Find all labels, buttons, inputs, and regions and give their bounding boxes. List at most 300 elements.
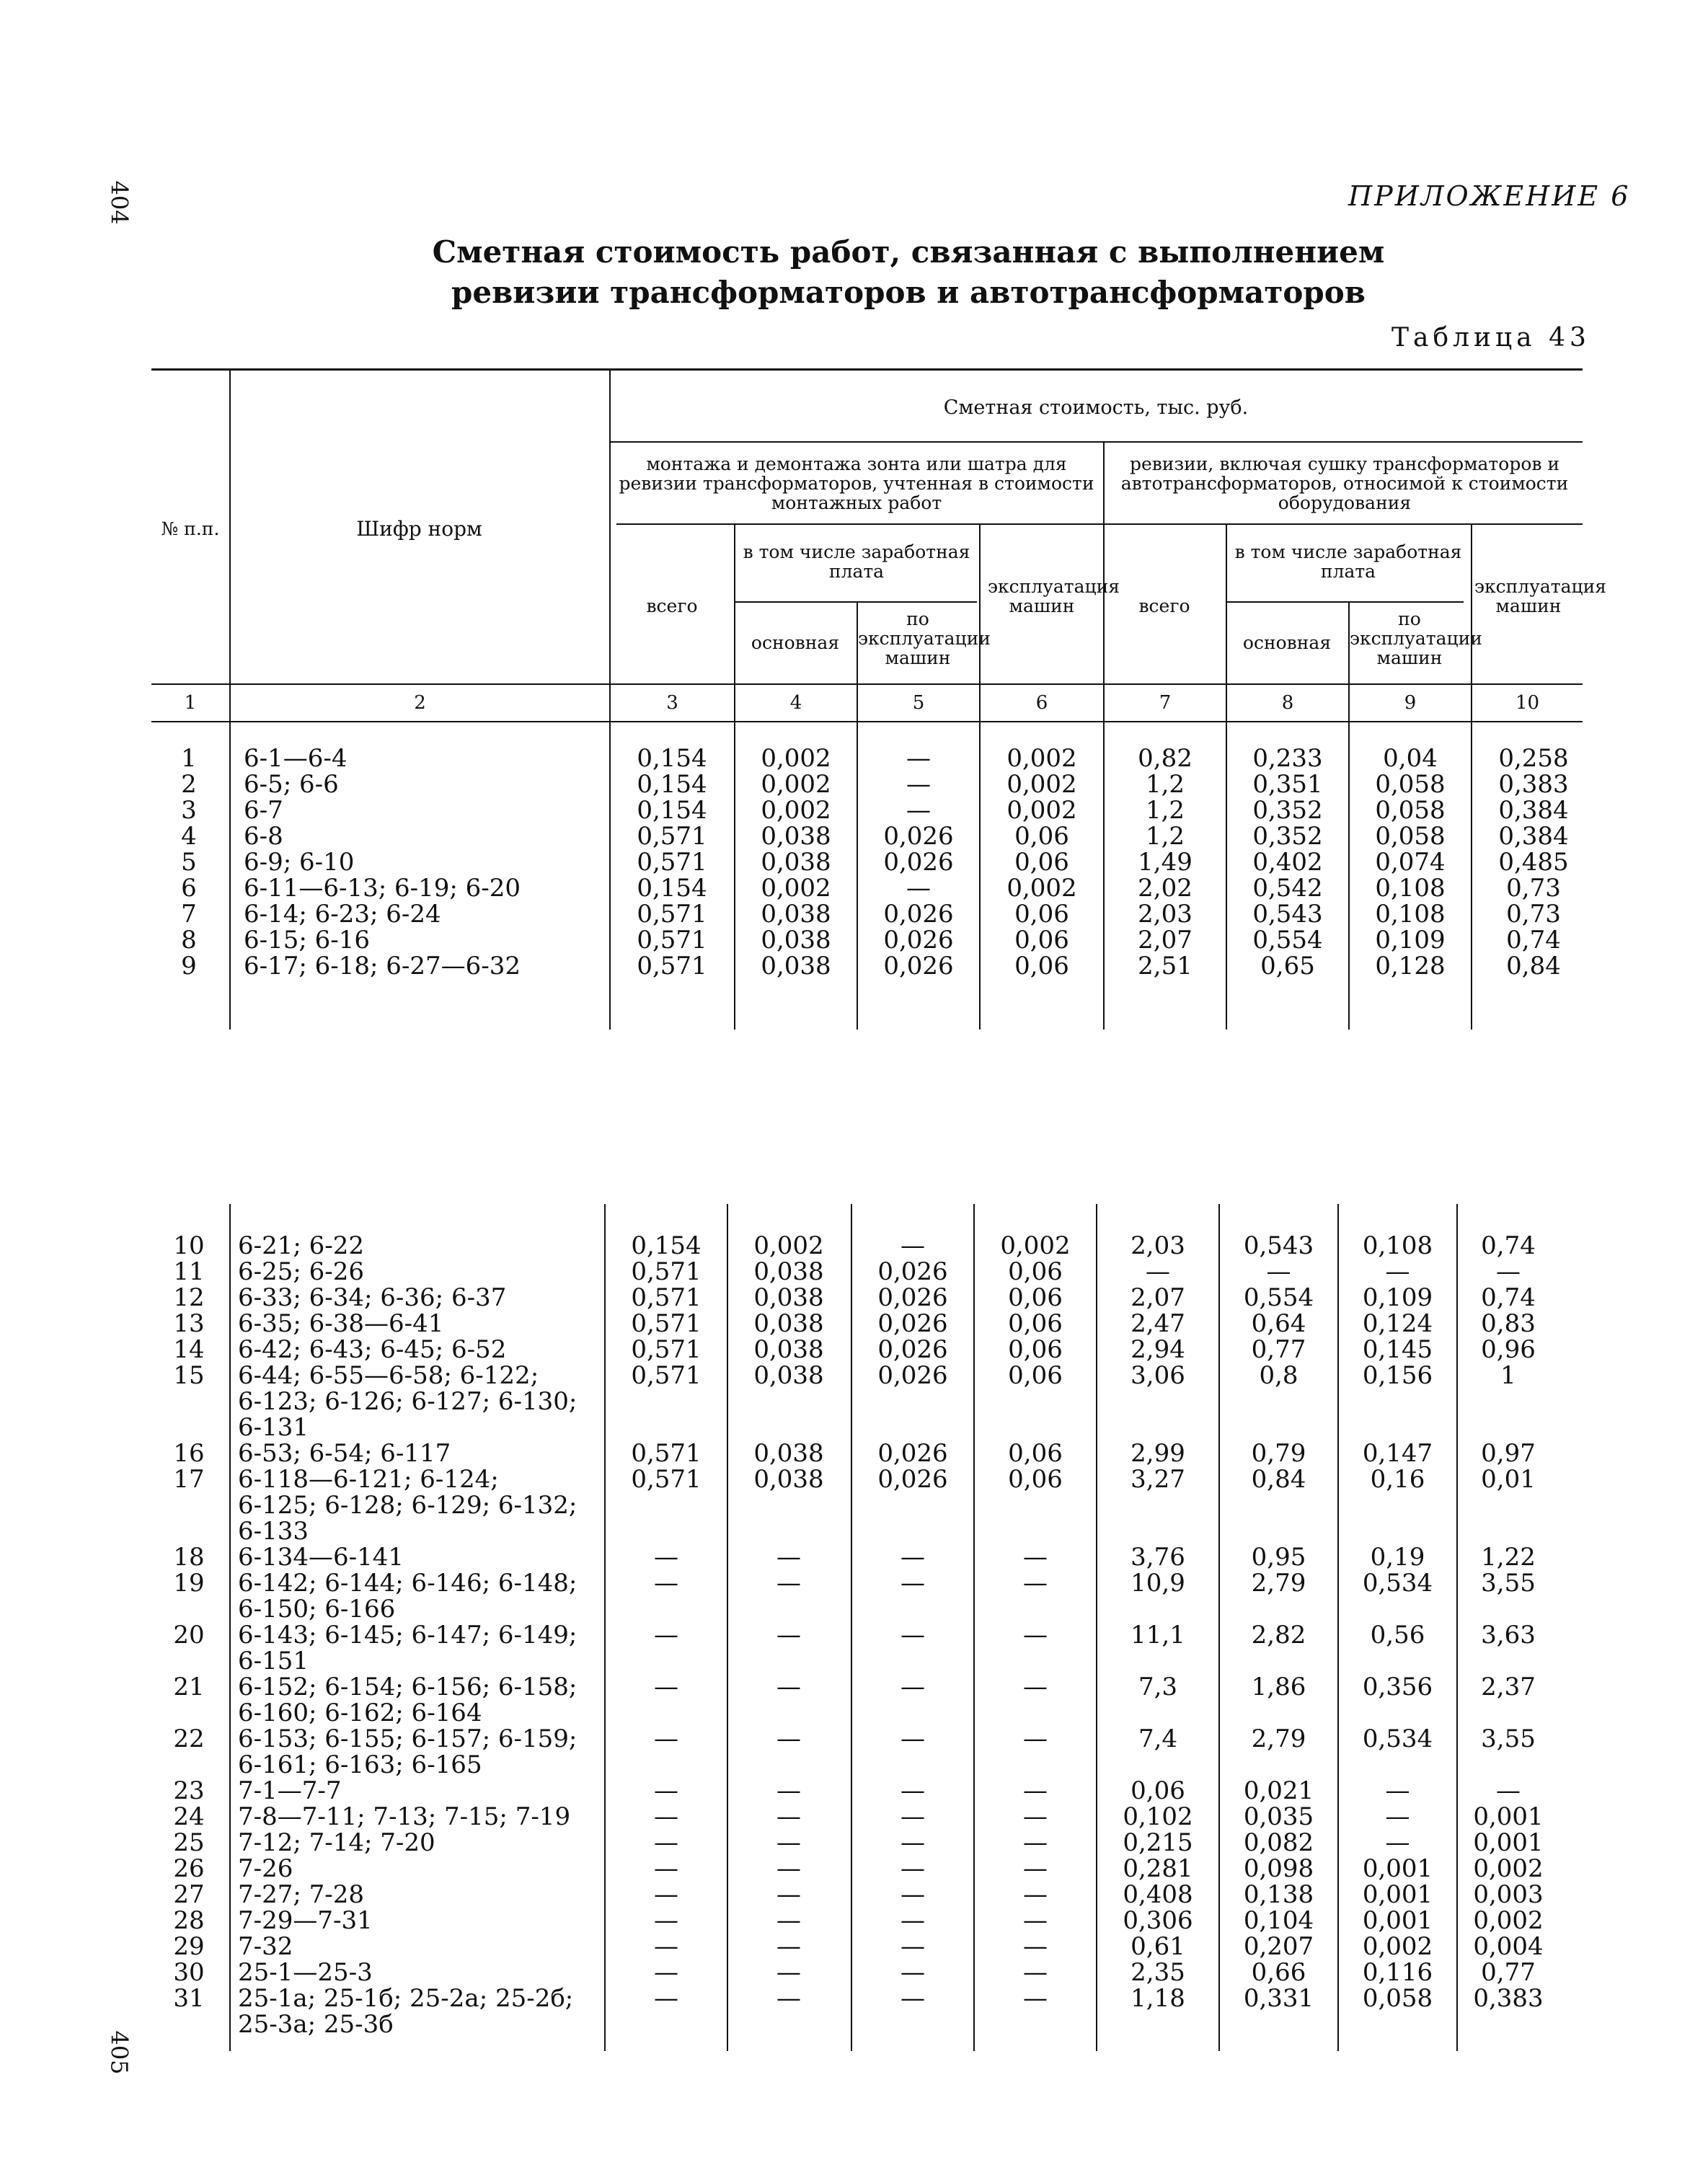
value-cell: 0,108	[1362, 1231, 1433, 1260]
value-cell: —	[776, 1543, 801, 1572]
value-cell: —	[654, 1569, 678, 1598]
header-group-mounting: монтажа и демонтажа зонта или шатра для ревизии трансформаторов, учтенная в стоимости монтажных работ	[619, 453, 1094, 513]
value-cell: —	[776, 1880, 801, 1909]
value-cell: 3,55	[1481, 1724, 1536, 1753]
value-cell: 0,128	[1375, 952, 1446, 980]
value-cell: 11,1	[1130, 1621, 1185, 1650]
value-cell: 0,002	[1006, 796, 1077, 825]
value-cell: 0,571	[631, 1309, 702, 1338]
value-cell: 3,06	[1130, 1361, 1185, 1390]
value-cell: 0,8	[1259, 1361, 1298, 1390]
header-group-revision: ревизии, включая сушку трансформаторов и автотрансформаторов, относимой к стоимости оборудования	[1120, 453, 1569, 513]
value-cell: 1	[1500, 1361, 1516, 1390]
row-number: 10	[173, 1231, 205, 1260]
value-cell: 0,038	[761, 848, 831, 877]
value-cell: 0,001	[1473, 1828, 1544, 1857]
norm-code: 7-26	[238, 1854, 293, 1883]
value-cell: —	[1146, 1257, 1170, 1286]
value-cell: 0,002	[1473, 1854, 1544, 1883]
header-machine-wage-2: по эксплуатации машин	[1350, 608, 1482, 668]
value-cell: —	[654, 1828, 678, 1857]
value-cell: 1,2	[1145, 796, 1185, 825]
value-cell: 0,026	[883, 926, 954, 955]
row-number: 22	[173, 1724, 205, 1753]
norm-code: 6-118—6-121; 6-124; 6-125; 6-128; 6-129; 6-132; 6-133	[238, 1465, 578, 1546]
value-cell: 0,542	[1252, 874, 1323, 903]
value-cell: 0,06	[1130, 1776, 1185, 1805]
norm-code: 6-152; 6-154; 6-156; 6-158; 6-160; 6-162; 6-164	[238, 1673, 578, 1727]
value-cell: 2,82	[1251, 1621, 1306, 1650]
norm-code: 7-27; 7-28	[238, 1880, 365, 1909]
value-cell: 0,154	[637, 744, 707, 773]
value-cell: —	[901, 1958, 925, 1987]
rule	[151, 721, 1583, 722]
value-cell: 0,543	[1252, 900, 1323, 929]
row-number: 2	[181, 770, 197, 799]
rule	[616, 523, 1583, 525]
value-cell: 0,154	[637, 796, 707, 825]
value-cell: —	[901, 1231, 925, 1260]
value-cell: —	[1023, 1776, 1048, 1805]
value-cell: 0,002	[1006, 770, 1077, 799]
norm-code: 6-15; 6-16	[244, 926, 371, 955]
row-number: 23	[173, 1776, 205, 1805]
row-number: 19	[173, 1569, 205, 1598]
rule	[609, 441, 1583, 443]
value-cell: —	[901, 1880, 925, 1909]
value-cell: —	[1385, 1828, 1410, 1857]
value-cell: 0,108	[1375, 900, 1446, 929]
value-cell: 0,74	[1506, 926, 1561, 955]
column-number: 6	[1035, 692, 1048, 714]
norm-code: 7-8—7-11; 7-13; 7-15; 7-19	[238, 1802, 571, 1831]
value-cell: —	[776, 1828, 801, 1857]
header-cost: Сметная стоимость, тыс. руб.	[943, 397, 1249, 419]
value-cell: 0,06	[1014, 900, 1069, 929]
value-cell: 0,384	[1498, 796, 1569, 825]
value-cell: —	[906, 796, 931, 825]
norm-code: 6-53; 6-54; 6-117	[238, 1439, 451, 1468]
rule	[229, 1204, 231, 2051]
value-cell: 0,06	[1008, 1335, 1063, 1364]
row-number: 24	[173, 1802, 205, 1831]
norm-code: 6-7	[244, 796, 283, 825]
value-cell: —	[901, 1984, 925, 2013]
value-cell: 0,154	[631, 1231, 702, 1260]
value-cell: 0,571	[631, 1335, 702, 1364]
value-cell: 0,61	[1130, 1932, 1185, 1961]
row-number: 13	[173, 1309, 205, 1338]
value-cell: 0,038	[753, 1361, 824, 1390]
value-cell: 0,002	[761, 874, 831, 903]
row-number: 18	[173, 1543, 205, 1572]
value-cell: 0,06	[1008, 1465, 1063, 1494]
value-cell: —	[776, 1724, 801, 1753]
value-cell: 0,098	[1243, 1854, 1314, 1883]
value-cell: 0,571	[631, 1257, 702, 1286]
value-cell: —	[1023, 1802, 1048, 1831]
value-cell: 7,3	[1138, 1673, 1178, 1701]
value-cell: 2,99	[1130, 1439, 1185, 1468]
value-cell: 0,108	[1375, 874, 1446, 903]
appendix-label: ПРИЛОЖЕНИЕ 6	[1348, 180, 1631, 212]
value-cell: 0,571	[631, 1465, 702, 1494]
value-cell: 0,408	[1123, 1880, 1193, 1909]
norm-code: 25-1а; 25-1б; 25-2а; 25-2б; 25-3а; 25-3б	[238, 1984, 574, 2039]
value-cell: 3,55	[1481, 1569, 1536, 1598]
column-number: 1	[184, 692, 197, 714]
value-cell: 0,66	[1251, 1958, 1306, 1987]
value-cell: 0,352	[1252, 796, 1323, 825]
column-number: 2	[414, 692, 426, 714]
row-number: 17	[173, 1465, 205, 1494]
table-label: Таблица 43	[1391, 323, 1590, 353]
value-cell: 0,233	[1252, 744, 1323, 773]
value-cell: —	[1023, 1828, 1048, 1857]
value-cell: —	[776, 1984, 801, 2013]
value-cell: 0,058	[1375, 822, 1446, 851]
value-cell: 0,038	[761, 822, 831, 851]
value-cell: —	[1023, 1724, 1048, 1753]
norm-code: 6-25; 6-26	[238, 1257, 365, 1286]
value-cell: 0,026	[877, 1335, 948, 1364]
value-cell: 0,002	[1473, 1906, 1544, 1935]
value-cell: 0,06	[1014, 822, 1069, 851]
value-cell: 0,571	[637, 926, 707, 955]
row-number: 7	[181, 900, 197, 929]
value-cell: 2,79	[1251, 1724, 1306, 1753]
value-cell: 0,124	[1362, 1309, 1433, 1338]
value-cell: 0,82	[1138, 744, 1192, 773]
value-cell: 0,74	[1481, 1231, 1536, 1260]
value-cell: 0,571	[637, 822, 707, 851]
value-cell: 0,058	[1362, 1984, 1433, 2013]
value-cell: 2,94	[1130, 1335, 1185, 1364]
column-number: 4	[789, 692, 802, 714]
value-cell: 0,002	[1006, 744, 1077, 773]
value-cell: 1,22	[1481, 1543, 1536, 1572]
value-cell: 2,37	[1481, 1673, 1536, 1701]
value-cell: —	[776, 1802, 801, 1831]
value-cell: 0,83	[1481, 1309, 1536, 1338]
value-cell: —	[1023, 1984, 1048, 2013]
value-cell: 0,77	[1251, 1335, 1306, 1364]
row-number: 15	[173, 1361, 205, 1390]
value-cell: 0,058	[1375, 796, 1446, 825]
row-number: 31	[173, 1984, 205, 2013]
value-cell: 0,082	[1243, 1828, 1314, 1857]
value-cell: 0,04	[1383, 744, 1438, 773]
value-cell: —	[654, 1621, 678, 1650]
value-cell: 0,06	[1008, 1309, 1063, 1338]
norm-code: 6-9; 6-10	[244, 848, 355, 877]
value-cell: 0,145	[1362, 1335, 1433, 1364]
value-cell: 0,038	[761, 926, 831, 955]
row-number: 29	[173, 1932, 205, 1961]
value-cell: 0,002	[1000, 1231, 1071, 1260]
value-cell: —	[654, 1984, 678, 2013]
value-cell: —	[901, 1828, 925, 1857]
value-cell: 0,06	[1008, 1257, 1063, 1286]
row-number: 20	[173, 1621, 205, 1650]
value-cell: —	[1023, 1621, 1048, 1650]
row-number: 21	[173, 1673, 205, 1701]
value-cell: 0,002	[761, 744, 831, 773]
row-number: 26	[173, 1854, 205, 1883]
norm-code: 6-5; 6-6	[244, 770, 339, 799]
value-cell: 3,63	[1481, 1621, 1536, 1650]
value-cell: —	[654, 1854, 678, 1883]
value-cell: 2,47	[1130, 1309, 1185, 1338]
column-number: 3	[666, 692, 678, 714]
value-cell: 0,026	[877, 1439, 948, 1468]
rule	[1226, 601, 1464, 603]
value-cell: 0,06	[1008, 1283, 1063, 1312]
row-number: 8	[181, 926, 197, 955]
norm-code: 6-1—6-4	[244, 744, 348, 773]
page-number-bottom: 405	[105, 2030, 133, 2075]
value-cell: 2,35	[1130, 1958, 1185, 1987]
row-number: 1	[181, 744, 197, 773]
value-cell: —	[654, 1958, 678, 1987]
row-number: 30	[173, 1958, 205, 1987]
value-cell: 0,96	[1481, 1335, 1536, 1364]
row-number: 12	[173, 1283, 205, 1312]
value-cell: 1,18	[1130, 1984, 1185, 2013]
value-cell: —	[1266, 1257, 1291, 1286]
value-cell: 0,026	[883, 848, 954, 877]
value-cell: 0,021	[1243, 1776, 1314, 1805]
value-cell: 0,402	[1252, 848, 1323, 877]
value-cell: —	[776, 1776, 801, 1805]
value-cell: 0,534	[1362, 1724, 1433, 1753]
value-cell: 0,571	[631, 1361, 702, 1390]
value-cell: 2,51	[1138, 952, 1192, 980]
value-cell: 0,06	[1014, 926, 1069, 955]
value-cell: 0,002	[753, 1231, 824, 1260]
value-cell: 0,19	[1370, 1543, 1425, 1572]
row-number: 3	[181, 796, 197, 825]
value-cell: —	[654, 1906, 678, 1935]
value-cell: 0,038	[761, 952, 831, 980]
value-cell: —	[901, 1802, 925, 1831]
value-cell: 0,035	[1243, 1802, 1314, 1831]
value-cell: 0,56	[1370, 1621, 1425, 1650]
value-cell: —	[776, 1906, 801, 1935]
rule	[151, 683, 1583, 685]
norm-code: 6-42; 6-43; 6-45; 6-52	[238, 1335, 507, 1364]
value-cell: —	[654, 1724, 678, 1753]
value-cell: 0,138	[1243, 1880, 1314, 1909]
value-cell: 0,571	[637, 900, 707, 929]
norm-code: 6-17; 6-18; 6-27—6-32	[244, 952, 521, 980]
value-cell: 0,215	[1123, 1828, 1193, 1857]
value-cell: 0,281	[1123, 1854, 1193, 1883]
value-cell: 0,001	[1362, 1854, 1433, 1883]
norm-code: 7-29—7-31	[238, 1906, 373, 1935]
row-number: 16	[173, 1439, 205, 1468]
title-line-1: Сметная стоимость работ, связанная с выполнением	[432, 234, 1385, 270]
value-cell: 0,102	[1123, 1802, 1193, 1831]
value-cell: 0,154	[637, 770, 707, 799]
column-number: 7	[1159, 692, 1172, 714]
value-cell: —	[776, 1958, 801, 1987]
header-total: всего	[646, 595, 698, 616]
value-cell: 0,383	[1498, 770, 1569, 799]
value-cell: 0,038	[753, 1283, 824, 1312]
value-cell: 0,038	[753, 1335, 824, 1364]
value-cell: —	[654, 1802, 678, 1831]
value-cell: —	[901, 1776, 925, 1805]
value-cell: —	[1023, 1569, 1048, 1598]
value-cell: 1,2	[1145, 822, 1185, 851]
value-cell: 0,306	[1123, 1906, 1193, 1935]
value-cell: 0,73	[1506, 874, 1561, 903]
norm-code: 6-33; 6-34; 6-36; 6-37	[238, 1283, 507, 1312]
value-cell: —	[654, 1673, 678, 1701]
value-cell: —	[906, 744, 931, 773]
value-cell: 0,384	[1498, 822, 1569, 851]
value-cell: —	[906, 874, 931, 903]
value-cell: 7,4	[1138, 1724, 1178, 1753]
value-cell: 0,571	[637, 952, 707, 980]
row-number: 9	[181, 952, 197, 980]
norm-code: 6-143; 6-145; 6-147; 6-149; 6-151	[238, 1621, 578, 1675]
norm-code: 6-35; 6-38—6-41	[238, 1309, 444, 1338]
value-cell: 0,207	[1243, 1932, 1314, 1961]
column-number: 8	[1281, 692, 1294, 714]
value-cell: 0,06	[1014, 848, 1069, 877]
value-cell: 0,038	[753, 1257, 824, 1286]
header-wage-2: в том числе заработная плата	[1234, 541, 1462, 582]
value-cell: 0,571	[631, 1439, 702, 1468]
value-cell: 0,109	[1362, 1283, 1433, 1312]
value-cell: 0,77	[1481, 1958, 1536, 1987]
norm-code: 6-153; 6-155; 6-157; 6-159; 6-161; 6-163; 6-165	[238, 1724, 578, 1779]
norm-code: 7-12; 7-14; 7-20	[238, 1828, 435, 1857]
column-number: 10	[1515, 692, 1540, 714]
value-cell: 0,026	[877, 1361, 948, 1390]
row-number: 28	[173, 1906, 205, 1935]
value-cell: 1,86	[1251, 1673, 1306, 1701]
value-cell: —	[1023, 1880, 1048, 1909]
value-cell: 0,356	[1362, 1673, 1433, 1701]
value-cell: —	[1385, 1802, 1410, 1831]
page-number-top: 404	[105, 180, 133, 225]
value-cell: 0,003	[1473, 1880, 1544, 1909]
value-cell: 0,001	[1362, 1906, 1433, 1935]
value-cell: —	[776, 1569, 801, 1598]
title-line-2: ревизии трансформаторов и автотрансформаторов	[451, 275, 1366, 310]
value-cell: —	[1496, 1257, 1521, 1286]
header-total-2: всего	[1138, 595, 1190, 616]
value-cell: 0,026	[877, 1283, 948, 1312]
value-cell: —	[654, 1880, 678, 1909]
value-cell: 0,258	[1498, 744, 1569, 773]
row-number: 6	[181, 874, 197, 903]
value-cell: 0,65	[1260, 952, 1315, 980]
norm-code: 6-44; 6-55—6-58; 6-122; 6-123; 6-126; 6-127; 6-130; 6-131	[238, 1361, 578, 1442]
value-cell: 0,84	[1506, 952, 1561, 980]
value-cell: 0,331	[1243, 1984, 1314, 2013]
value-cell: 0,571	[637, 848, 707, 877]
row-number: 11	[173, 1257, 205, 1286]
row-number: 27	[173, 1880, 205, 1909]
value-cell: 0,002	[1362, 1932, 1433, 1961]
value-cell: —	[1023, 1932, 1048, 1961]
value-cell: —	[654, 1543, 678, 1572]
value-cell: 0,156	[1362, 1361, 1433, 1390]
value-cell: 0,16	[1370, 1465, 1425, 1494]
value-cell: 0,554	[1243, 1283, 1314, 1312]
column-number: 9	[1404, 692, 1417, 714]
value-cell: —	[776, 1932, 801, 1961]
value-cell: 0,002	[761, 796, 831, 825]
value-cell: 0,84	[1251, 1465, 1306, 1494]
value-cell: 0,64	[1251, 1309, 1306, 1338]
value-cell: 0,154	[637, 874, 707, 903]
value-cell: —	[1023, 1854, 1048, 1883]
value-cell: 0,002	[761, 770, 831, 799]
value-cell: —	[776, 1854, 801, 1883]
page-title	[404, 232, 1413, 313]
value-cell: 0,074	[1375, 848, 1446, 877]
value-cell: 2,07	[1130, 1283, 1185, 1312]
value-cell: —	[1385, 1776, 1410, 1805]
value-cell: —	[1023, 1958, 1048, 1987]
norm-code: 25-1—25-3	[238, 1958, 373, 1987]
value-cell: 0,06	[1014, 952, 1069, 980]
value-cell: 1,49	[1138, 848, 1192, 877]
value-cell: —	[654, 1776, 678, 1805]
value-cell: 0,543	[1243, 1231, 1314, 1260]
value-cell: 0,026	[877, 1465, 948, 1494]
value-cell: —	[776, 1621, 801, 1650]
norm-code: 6-142; 6-144; 6-146; 6-148; 6-150; 6-166	[238, 1569, 578, 1624]
norm-code: 6-21; 6-22	[238, 1231, 365, 1260]
value-cell: 2,03	[1138, 900, 1192, 929]
value-cell: 0,001	[1473, 1802, 1544, 1831]
value-cell: 3,27	[1130, 1465, 1185, 1494]
value-cell: —	[901, 1854, 925, 1883]
header-machines: эксплуатация машин	[988, 576, 1120, 616]
value-cell: 0,001	[1362, 1880, 1433, 1909]
value-cell: 0,026	[877, 1309, 948, 1338]
value-cell: 0,038	[753, 1465, 824, 1494]
value-cell: 0,352	[1252, 822, 1323, 851]
header-wage: в том числе заработная плата	[743, 541, 970, 582]
value-cell: 0,74	[1481, 1283, 1536, 1312]
value-cell: 2,02	[1138, 874, 1192, 903]
header-machine-wage: по эксплуатации машин	[858, 608, 991, 668]
header-machines-2: эксплуатация машин	[1474, 576, 1607, 616]
value-cell: —	[901, 1621, 925, 1650]
value-cell: —	[1023, 1673, 1048, 1701]
header-no: № п.п.	[161, 518, 220, 539]
value-cell: 0,038	[753, 1439, 824, 1468]
value-cell: 0,104	[1243, 1906, 1314, 1935]
row-number: 4	[181, 822, 197, 851]
value-cell: 0,109	[1375, 926, 1446, 955]
value-cell: —	[901, 1569, 925, 1598]
value-cell: —	[776, 1673, 801, 1701]
value-cell: 0,534	[1362, 1569, 1433, 1598]
value-cell: 0,026	[877, 1257, 948, 1286]
norm-code: 6-134—6-141	[238, 1543, 404, 1572]
value-cell: —	[654, 1932, 678, 1961]
value-cell: 0,026	[883, 822, 954, 851]
value-cell: 0,038	[761, 900, 831, 929]
